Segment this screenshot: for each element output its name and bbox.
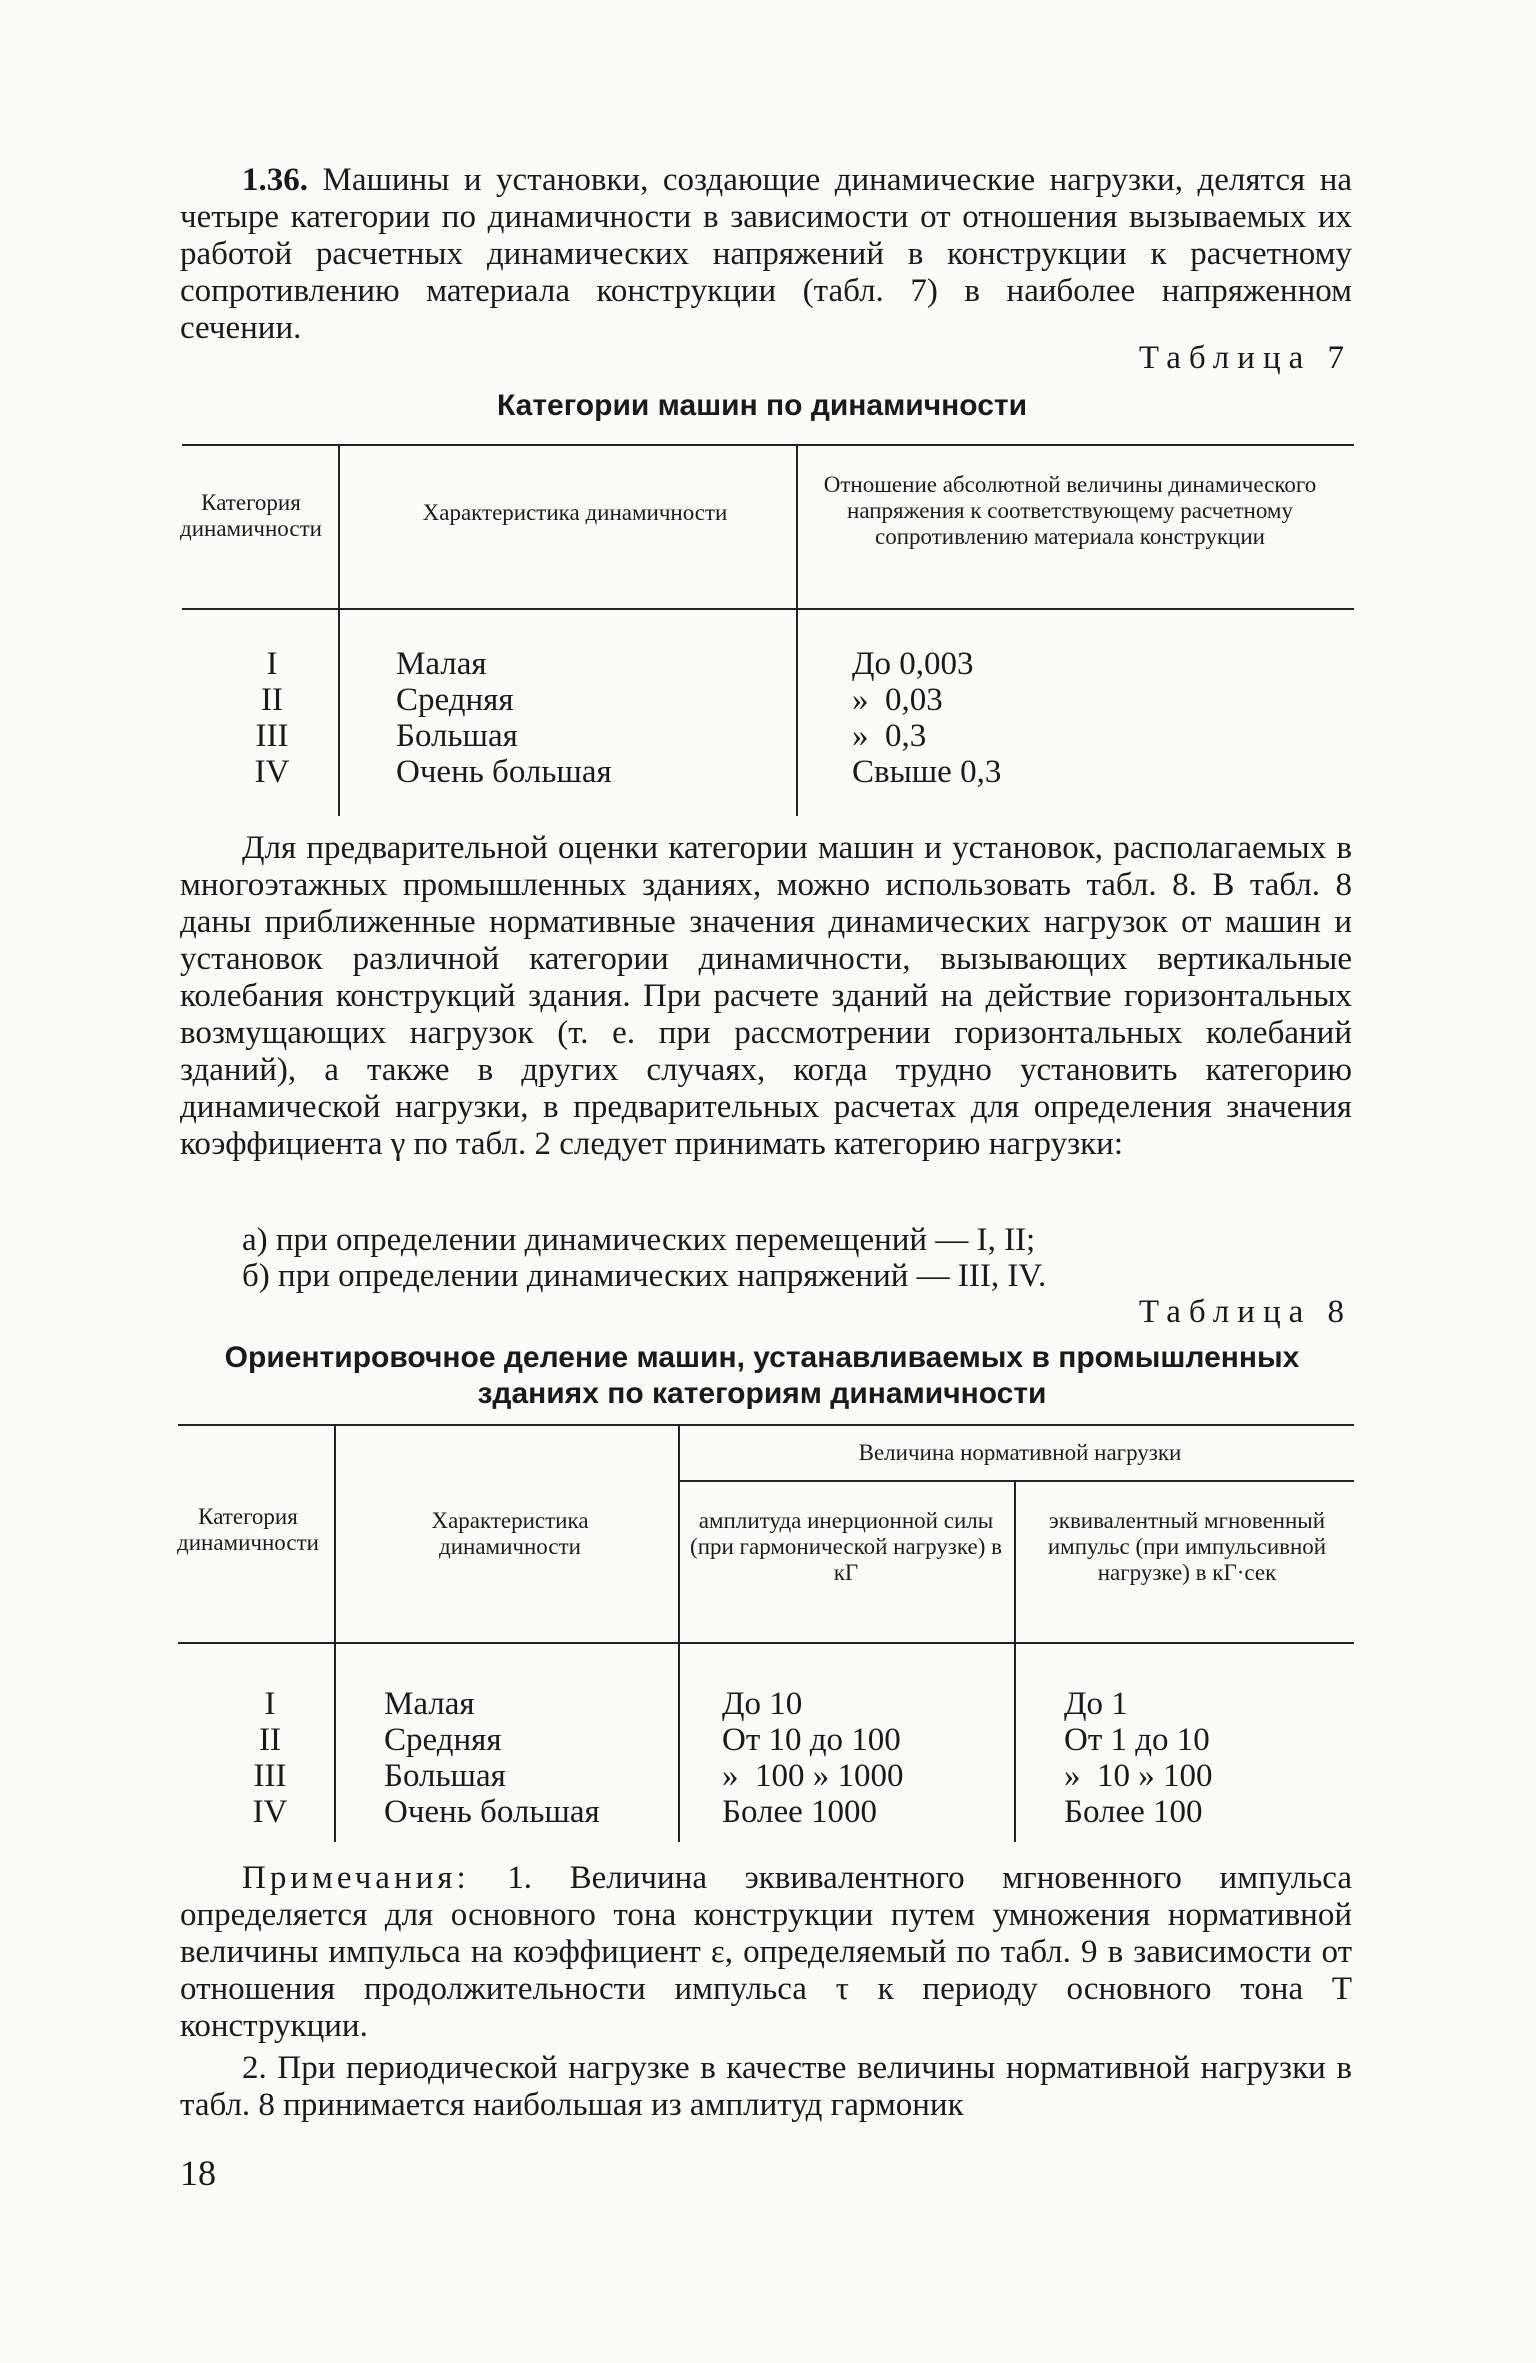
list-item-b: б) при определении динамических напряжений — III, IV. [242, 1258, 1047, 1294]
table-8-col-divider-3 [1014, 1480, 1016, 1842]
paragraph-number: 1.36. [242, 162, 308, 198]
table-8-label: Таблица 8 [1138, 1294, 1352, 1330]
table-7-row-4-ratio: Свыше 0,3 [852, 754, 1002, 790]
table-7-row-3-ratio: » 0,3 [852, 718, 927, 754]
paragraph-preliminary-assessment: Для предварительной оценки категории машин и установок, располагаемых в многоэтажных промышленных зданиях, можно использовать табл. 8. В табл. 8 даны приближенные нормативные значения динамических нагрузок от машин и установок различной категории динамичности, вызывающих вертикальные колебания конструкций здания. При расчете зданий на действие горизонтальных возмущающих нагрузок (т. е. при рассмотрении горизонтальных колебаний зданий), а также в других случаях, когда трудно установить категорию динамической нагрузки, в предварительных расчетах для определения значения коэффициента γ по табл. 2 следует принимать категорию нагрузки: [180, 830, 1352, 1162]
table-7-row-1-ratio: До 0,003 [852, 646, 974, 682]
table-8-top-rule [178, 1424, 1354, 1426]
table-7-col-divider-1 [338, 444, 340, 816]
table-7-row-2-category: II [261, 682, 283, 718]
table-8-header-impulse: эквивалентный мгновенный импульс (при импульсивной нагрузке) в кГ·сек [1047, 1508, 1327, 1585]
table-8-row-1-impulse: До 1 [1064, 1686, 1128, 1722]
table-7-row-4-category: IV [254, 754, 290, 790]
table-8-row-3-amplitude: » 100 » 1000 [722, 1758, 904, 1794]
table-8-row-2-amplitude: От 10 до 100 [722, 1722, 901, 1758]
table-8-group-rule [680, 1480, 1354, 1482]
table-8-col-divider-2 [678, 1424, 680, 1842]
table-8-header-category: Категория динамичности [177, 1504, 319, 1555]
table-8-row-4-category: IV [252, 1794, 288, 1830]
table-8-row-4-characteristic: Очень большая [384, 1794, 600, 1830]
table-8-row-1-category: I [264, 1686, 276, 1722]
table-8-row-3-category: III [253, 1758, 287, 1794]
table-7-header-rule [182, 608, 1354, 610]
table-8-row-4-amplitude: Более 1000 [722, 1794, 878, 1830]
table-8-row-2-characteristic: Средняя [384, 1722, 502, 1758]
table-7-row-1-characteristic: Малая [396, 646, 487, 682]
table-8-header-rule [178, 1642, 1354, 1644]
table-7-header-characteristic: Характеристика динамичности [422, 500, 728, 525]
table-7-label: Таблица 7 [1138, 340, 1352, 376]
table-8-row-1-characteristic: Малая [384, 1686, 475, 1722]
list-item-a: а) при определении динамических перемещений — I, II; [242, 1222, 1036, 1258]
table-7-col-divider-2 [796, 444, 798, 816]
table-7-row-3-characteristic: Большая [396, 718, 518, 754]
notes-label: Примечания: [242, 1860, 470, 1896]
paragraph-text: Машины и установки, создающие динамические нагрузки, делятся на четыре категории по динамичности в зависимости от отношения вызываемых их работой расчетных динамических напряжений в конструкции к расчетному сопротивлению материала конструкции (табл. 7) в наиболее напряженном сечении. [180, 162, 1353, 346]
note-2: 2. При периодической нагрузке в качестве величины нормативной нагрузки в табл. 8 принимается наибольшая из амплитуд гармоник [180, 2050, 1352, 2123]
table-8-row-3-impulse: » 10 » 100 [1064, 1758, 1213, 1794]
table-8-row-1-amplitude: До 10 [722, 1686, 803, 1722]
table-7-row-3-category: III [255, 718, 289, 754]
table-7-row-4-characteristic: Очень большая [396, 754, 612, 790]
table-7-row-2-ratio: » 0,03 [852, 682, 943, 718]
table-8-header-characteristic: Характеристика динамичности [431, 1508, 589, 1559]
table-8-title: Ориентировочное деление машин, устанавливаемых в промышленных зданиях по категориям динамичности [224, 1341, 1300, 1410]
table-8-row-2-impulse: От 1 до 10 [1064, 1722, 1210, 1758]
table-7-row-2-characteristic: Средняя [396, 682, 514, 718]
table-7-header-ratio: Отношение абсолютной величины динамического напряжения к соответствующему расчетному сопротивлению материала конструкции [823, 472, 1317, 549]
note-1-text: 1. Величина эквивалентного мгновенного импульса определяется для основного тона конструкции путем умножения нормативной величины импульса на коэффициент ε, определяемый по табл. 9 в зависимости от отношения продолжительности импульса τ к периоду основного тона T конструкции. [180, 1860, 1353, 2044]
table-8-row-4-impulse: Более 100 [1064, 1794, 1203, 1830]
note-1 [180, 1860, 1352, 2045]
table-8-header-amplitude: амплитуда инерционной силы (при гармонической нагрузке) в кГ [690, 1508, 1002, 1585]
table-7-top-rule [182, 444, 1354, 446]
table-8-col-divider-1 [334, 1424, 336, 1842]
table-7-title: Категории машин по динамичности [496, 389, 1028, 422]
table-7-header-category: Категория динамичности [180, 490, 322, 541]
table-8-header-load-group: Величина нормативной нагрузки [858, 1440, 1182, 1465]
table-8-row-3-characteristic: Большая [384, 1758, 506, 1794]
table-7-row-1-category: I [266, 646, 278, 682]
table-8-row-2-category: II [259, 1722, 281, 1758]
page-number: 18 [180, 2153, 216, 2193]
paragraph-1-36 [180, 162, 1352, 347]
